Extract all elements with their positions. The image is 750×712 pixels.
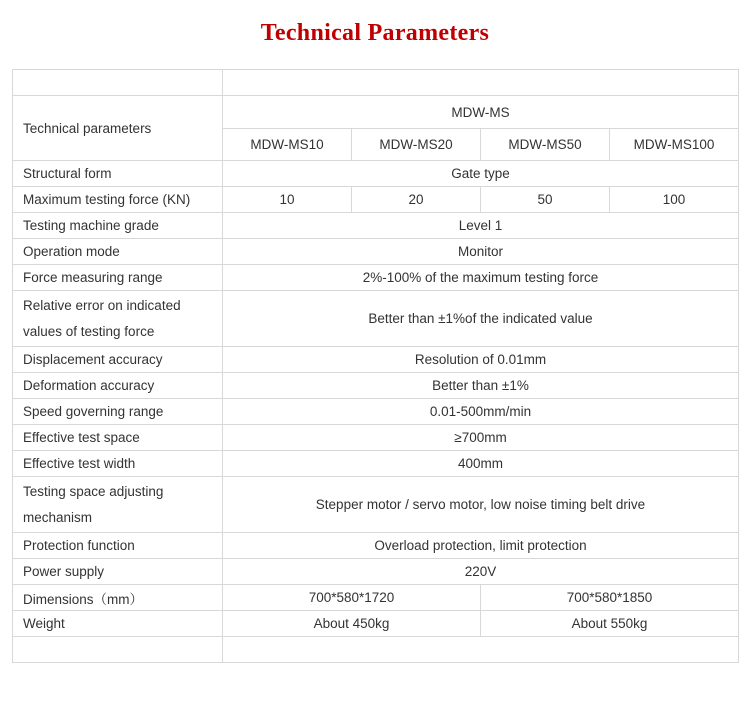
table-row xyxy=(13,611,739,637)
header-series-name: MDW-MS xyxy=(223,96,739,129)
spacer-cell-value xyxy=(223,70,739,96)
row-label-power-supply: Power supply xyxy=(13,559,223,585)
document-page xyxy=(0,20,750,712)
row-label-relative-error-line2: values of testing force xyxy=(23,323,155,339)
row-value-relative-error: Better than ±1%of the indicated value xyxy=(223,291,739,347)
row-label-max-testing-force: Maximum testing force (KN) xyxy=(13,187,223,213)
row-label-effective-test-width: Effective test width xyxy=(13,451,223,477)
row-value-max-force-ms100: 100 xyxy=(610,187,739,213)
table-row xyxy=(13,425,739,451)
row-value-space-adjusting-mechanism: Stepper motor / servo motor, low noise timing belt drive xyxy=(223,477,739,533)
row-label-deformation-accuracy: Deformation accuracy xyxy=(13,373,223,399)
row-label-relative-error xyxy=(13,291,223,347)
header-model-1: MDW-MS10 xyxy=(223,129,352,161)
row-label-space-adjusting-line2: mechanism xyxy=(23,509,93,525)
header-parameter-label: Technical parameters xyxy=(13,96,223,161)
table-row xyxy=(13,585,739,611)
row-label-force-measuring-range: Force measuring range xyxy=(13,265,223,291)
table-row xyxy=(13,291,739,347)
table-row-spacer-bottom xyxy=(13,637,739,663)
spacer-bottom-cell-value xyxy=(223,637,739,663)
row-value-structural-form: Gate type xyxy=(223,161,739,187)
row-label-relative-error-line1: Relative error on indicated xyxy=(23,297,181,313)
table-row xyxy=(13,373,739,399)
row-value-power-supply: 220V xyxy=(223,559,739,585)
row-label-structural-form: Structural form xyxy=(13,161,223,187)
row-value-max-force-ms10: 10 xyxy=(223,187,352,213)
page-title: Technical Parameters xyxy=(260,20,490,46)
header-model-2: MDW-MS20 xyxy=(352,129,481,161)
table-row xyxy=(13,399,739,425)
row-value-displacement-accuracy: Resolution of 0.01mm xyxy=(223,347,739,373)
row-value-weight-large: About 550kg xyxy=(481,611,739,637)
table-row-header-series xyxy=(13,96,739,129)
row-value-weight-small: About 450kg xyxy=(223,611,481,637)
table-row xyxy=(13,451,739,477)
row-label-machine-grade: Testing machine grade xyxy=(13,213,223,239)
row-label-weight: Weight xyxy=(13,611,223,637)
table-row xyxy=(13,161,739,187)
table-row xyxy=(13,559,739,585)
row-value-effective-test-space: ≥700mm xyxy=(223,425,739,451)
row-value-speed-governing-range: 0.01-500mm/min xyxy=(223,399,739,425)
table-row xyxy=(13,477,739,533)
row-label-space-adjusting-mechanism xyxy=(13,477,223,533)
row-value-operation-mode: Monitor xyxy=(223,239,739,265)
table-row xyxy=(13,347,739,373)
table-row xyxy=(13,265,739,291)
row-value-dimensions-large: 700*580*1850 xyxy=(481,585,739,611)
technical-parameters-table xyxy=(12,69,739,663)
header-model-3: MDW-MS50 xyxy=(481,129,610,161)
row-value-max-force-ms50: 50 xyxy=(481,187,610,213)
table-row xyxy=(13,533,739,559)
row-label-dimensions: Dimensions（mm） xyxy=(13,585,223,611)
row-value-effective-test-width: 400mm xyxy=(223,451,739,477)
row-label-protection-function: Protection function xyxy=(13,533,223,559)
row-value-protection-function: Overload protection, limit protection xyxy=(223,533,739,559)
row-value-deformation-accuracy: Better than ±1% xyxy=(223,373,739,399)
row-value-force-measuring-range: 2%-100% of the maximum testing force xyxy=(223,265,739,291)
row-label-space-adjusting-line1: Testing space adjusting xyxy=(23,483,164,499)
table-row-spacer xyxy=(13,70,739,96)
table-row xyxy=(13,187,739,213)
row-value-dimensions-small: 700*580*1720 xyxy=(223,585,481,611)
spacer-cell-label xyxy=(13,70,223,96)
table-row xyxy=(13,213,739,239)
row-label-effective-test-space: Effective test space xyxy=(13,425,223,451)
row-label-displacement-accuracy: Displacement accuracy xyxy=(13,347,223,373)
row-label-speed-governing-range: Speed governing range xyxy=(13,399,223,425)
row-value-machine-grade: Level 1 xyxy=(223,213,739,239)
row-label-operation-mode: Operation mode xyxy=(13,239,223,265)
spacer-bottom-cell-label xyxy=(13,637,223,663)
header-model-4: MDW-MS100 xyxy=(610,129,739,161)
row-value-max-force-ms20: 20 xyxy=(352,187,481,213)
table-row xyxy=(13,239,739,265)
